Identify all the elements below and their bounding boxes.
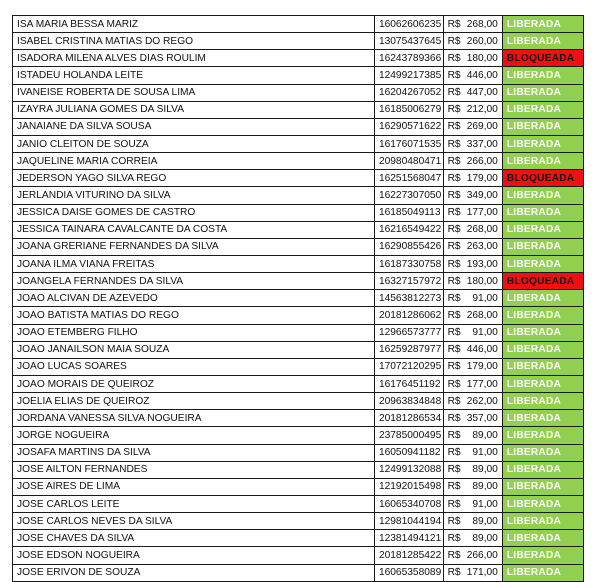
status-badge: LIBERADA [502,461,583,478]
cell-id: 16216549422 [374,221,443,238]
status-badge: BLOQUEADA [502,170,583,187]
amount: 180,00 [466,52,498,64]
currency-symbol: R$ [447,515,461,527]
cell-name: IZAYRA JULIANA GOMES DA SILVA [13,101,375,118]
cell-value [443,444,502,461]
cell-id: 12981044194 [374,513,443,530]
amount: 266,00 [466,155,498,167]
cell-name: JAQUELINE MARIA CORREIA [13,153,375,170]
amount: 268,00 [466,309,498,321]
table-row [13,410,584,427]
table-row [13,238,584,255]
cell-value [443,427,502,444]
currency-symbol: R$ [447,395,461,407]
currency-symbol: R$ [447,224,461,236]
beneficiary-table [12,15,584,582]
table-row [13,547,584,564]
table-row [13,427,584,444]
amount: 349,00 [466,189,498,201]
cell-value [443,461,502,478]
cell-name: JOAO ALCIVAN DE AZEVEDO [13,290,375,307]
cell-value [443,564,502,581]
status-badge: LIBERADA [502,427,583,444]
amount: 171,00 [466,567,498,579]
table-row [13,153,584,170]
amount: 263,00 [466,241,498,253]
cell-id: 16204267052 [374,84,443,101]
table-row [13,461,584,478]
cell-name: ISA MARIA BESSA MARIZ [13,16,375,33]
status-badge: LIBERADA [502,255,583,272]
cell-value [443,67,502,84]
currency-symbol: R$ [447,35,461,47]
cell-id: 12192015498 [374,478,443,495]
currency-symbol: R$ [447,52,461,64]
cell-id: 16062606235 [374,16,443,33]
table-row [13,255,584,272]
amount: 91,00 [472,327,498,339]
amount: 89,00 [472,481,498,493]
cell-value [443,101,502,118]
table-row [13,341,584,358]
cell-name: JEDERSON YAGO SILVA REGO [13,170,375,187]
status-badge: LIBERADA [502,187,583,204]
currency-symbol: R$ [447,549,461,561]
status-badge: LIBERADA [502,410,583,427]
status-badge: LIBERADA [502,513,583,530]
cell-id: 16176451192 [374,375,443,392]
table-row [13,393,584,410]
cell-value [443,375,502,392]
cell-id: 12966573777 [374,324,443,341]
status-badge: LIBERADA [502,118,583,135]
cell-name: JOANA ILMA VIANA FREITAS [13,255,375,272]
cell-id: 12381494121 [374,530,443,547]
status-badge: LIBERADA [502,495,583,512]
amount: 179,00 [466,172,498,184]
amount: 91,00 [472,292,498,304]
amount: 337,00 [466,138,498,150]
cell-name: JORDANA VANESSA SILVA NOGUEIRA [13,410,375,427]
amount: 268,00 [466,224,498,236]
table-row [13,170,584,187]
status-badge: LIBERADA [502,547,583,564]
status-badge: LIBERADA [502,221,583,238]
status-badge: LIBERADA [502,84,583,101]
currency-symbol: R$ [447,378,461,390]
currency-symbol: R$ [447,155,461,167]
amount: 179,00 [466,361,498,373]
table-row [13,513,584,530]
amount: 91,00 [472,498,498,510]
cell-name: JOAO ETEMBERG FILHO [13,324,375,341]
cell-id: 16251568047 [374,170,443,187]
amount: 446,00 [466,69,498,81]
cell-value [443,135,502,152]
status-badge: LIBERADA [502,324,583,341]
currency-symbol: R$ [447,464,461,476]
amount: 266,00 [466,549,498,561]
cell-id: 20980480471 [374,153,443,170]
status-badge: LIBERADA [502,238,583,255]
table-row [13,16,584,33]
amount: 260,00 [466,35,498,47]
cell-name: ISADORA MILENA ALVES DIAS ROULIM [13,50,375,67]
cell-name: ISABEL CRISTINA MATIAS DO REGO [13,33,375,50]
status-badge: LIBERADA [502,393,583,410]
currency-symbol: R$ [447,344,461,356]
cell-id: 16290855426 [374,238,443,255]
currency-symbol: R$ [447,309,461,321]
amount: 446,00 [466,344,498,356]
cell-value [443,513,502,530]
cell-name: JORGE NOGUEIRA [13,427,375,444]
status-badge: LIBERADA [502,204,583,221]
amount: 180,00 [466,275,498,287]
cell-value [443,530,502,547]
table-row [13,307,584,324]
amount: 357,00 [466,412,498,424]
cell-id: 16065358089 [374,564,443,581]
amount: 269,00 [466,121,498,133]
cell-value [443,50,502,67]
currency-symbol: R$ [447,258,461,270]
currency-symbol: R$ [447,121,461,133]
amount: 212,00 [466,104,498,116]
amount: 193,00 [466,258,498,270]
status-badge: LIBERADA [502,101,583,118]
status-badge: LIBERADA [502,564,583,581]
amount: 177,00 [466,378,498,390]
cell-name: JOAO MORAIS DE QUEIROZ [13,375,375,392]
table-row [13,375,584,392]
amount: 89,00 [472,532,498,544]
cell-id: 16227307050 [374,187,443,204]
table-row [13,478,584,495]
cell-value [443,204,502,221]
amount: 89,00 [472,464,498,476]
cell-value [443,255,502,272]
cell-name: JOAO LUCAS SOARES [13,358,375,375]
currency-symbol: R$ [447,241,461,253]
cell-id: 20181286062 [374,307,443,324]
table-row [13,101,584,118]
cell-value [443,547,502,564]
table-row [13,324,584,341]
table-row [13,118,584,135]
cell-name: JOSE CARLOS NEVES DA SILVA [13,513,375,530]
cell-name: JERLANDIA VITURINO DA SILVA [13,187,375,204]
cell-id: 16327157972 [374,273,443,290]
amount: 262,00 [466,395,498,407]
cell-value [443,358,502,375]
table-row [13,187,584,204]
cell-name: ISTADEU HOLANDA LEITE [13,67,375,84]
cell-value [443,33,502,50]
status-badge: BLOQUEADA [502,50,583,67]
cell-name: JOAO JANAILSON MAIA SOUZA [13,341,375,358]
cell-id: 12499132088 [374,461,443,478]
cell-value [443,118,502,135]
status-badge: LIBERADA [502,530,583,547]
cell-value [443,478,502,495]
cell-value [443,221,502,238]
status-badge: LIBERADA [502,33,583,50]
amount: 447,00 [466,87,498,99]
cell-id: 12499217385 [374,67,443,84]
cell-value [443,290,502,307]
amount: 89,00 [472,515,498,527]
cell-name: JANIO CLEITON DE SOUZA [13,135,375,152]
currency-symbol: R$ [447,104,461,116]
cell-id: 20181286534 [374,410,443,427]
currency-symbol: R$ [447,567,461,579]
cell-name: JESSICA DAISE GOMES DE CASTRO [13,204,375,221]
status-badge: BLOQUEADA [502,273,583,290]
status-badge: LIBERADA [502,358,583,375]
status-badge: LIBERADA [502,67,583,84]
cell-id: 16185006279 [374,101,443,118]
cell-name: JOSE CHAVES DA SILVA [13,530,375,547]
status-badge: LIBERADA [502,16,583,33]
cell-value [443,238,502,255]
table-row [13,33,584,50]
cell-value [443,187,502,204]
cell-name: JOSAFA MARTINS DA SILVA [13,444,375,461]
table-row [13,67,584,84]
cell-value [443,307,502,324]
amount: 268,00 [466,18,498,30]
cell-value [443,153,502,170]
cell-id: 20963834848 [374,393,443,410]
cell-id: 17072120295 [374,358,443,375]
status-badge: LIBERADA [502,307,583,324]
status-badge: LIBERADA [502,153,583,170]
cell-id: 16176071535 [374,135,443,152]
table-row [13,564,584,581]
cell-id: 16050941182 [374,444,443,461]
cell-name: IVANEISE ROBERTA DE SOUSA LIMA [13,84,375,101]
status-badge: LIBERADA [502,478,583,495]
cell-name: JESSICA TAINARA CAVALCANTE DA COSTA [13,221,375,238]
cell-id: 16187330758 [374,255,443,272]
cell-id: 13075437645 [374,33,443,50]
currency-symbol: R$ [447,532,461,544]
currency-symbol: R$ [447,275,461,287]
currency-symbol: R$ [447,292,461,304]
table-row [13,221,584,238]
currency-symbol: R$ [447,87,461,99]
currency-symbol: R$ [447,412,461,424]
amount: 91,00 [472,447,498,459]
status-badge: LIBERADA [502,375,583,392]
cell-id: 23785000495 [374,427,443,444]
currency-symbol: R$ [447,447,461,459]
currency-symbol: R$ [447,481,461,493]
cell-value [443,393,502,410]
status-badge: LIBERADA [502,444,583,461]
cell-value [443,495,502,512]
table-row [13,273,584,290]
cell-id: 14563812273 [374,290,443,307]
cell-name: JOSE EDSON NOGUEIRA [13,547,375,564]
cell-name: JOSE ERIVON DE SOUZA [13,564,375,581]
currency-symbol: R$ [447,18,461,30]
currency-symbol: R$ [447,361,461,373]
table-row [13,495,584,512]
cell-id: 16065340708 [374,495,443,512]
currency-symbol: R$ [447,207,461,219]
table-row [13,50,584,67]
cell-id: 16259287977 [374,341,443,358]
table-row [13,84,584,101]
currency-symbol: R$ [447,189,461,201]
amount: 89,00 [472,429,498,441]
currency-symbol: R$ [447,429,461,441]
cell-name: JOANGELA FERNANDES DA SILVA [13,273,375,290]
cell-name: JOSE CARLOS LEITE [13,495,375,512]
cell-value [443,324,502,341]
cell-name: JOAO BATISTA MATIAS DO REGO [13,307,375,324]
currency-symbol: R$ [447,172,461,184]
cell-value [443,410,502,427]
currency-symbol: R$ [447,138,461,150]
table-row [13,290,584,307]
status-badge: LIBERADA [502,135,583,152]
cell-id: 20181285422 [374,547,443,564]
cell-name: JANAIANE DA SILVA SOUSA [13,118,375,135]
cell-value [443,341,502,358]
amount: 177,00 [466,207,498,219]
status-badge: LIBERADA [502,341,583,358]
table-body [13,16,584,582]
cell-value [443,84,502,101]
cell-name: JOELIA ELIAS DE QUEIROZ [13,393,375,410]
cell-value [443,170,502,187]
cell-value [443,16,502,33]
table-row [13,530,584,547]
table-row [13,444,584,461]
table-row [13,204,584,221]
cell-name: JOANA GRERIANE FERNANDES DA SILVA [13,238,375,255]
currency-symbol: R$ [447,327,461,339]
currency-symbol: R$ [447,498,461,510]
table-row [13,135,584,152]
currency-symbol: R$ [447,69,461,81]
status-badge: LIBERADA [502,290,583,307]
cell-id: 16185049113 [374,204,443,221]
cell-id: 16290571622 [374,118,443,135]
table-row [13,358,584,375]
cell-name: JOSE AIRES DE LIMA [13,478,375,495]
cell-id: 16243789366 [374,50,443,67]
cell-value [443,273,502,290]
cell-name: JOSE AILTON FERNANDES [13,461,375,478]
